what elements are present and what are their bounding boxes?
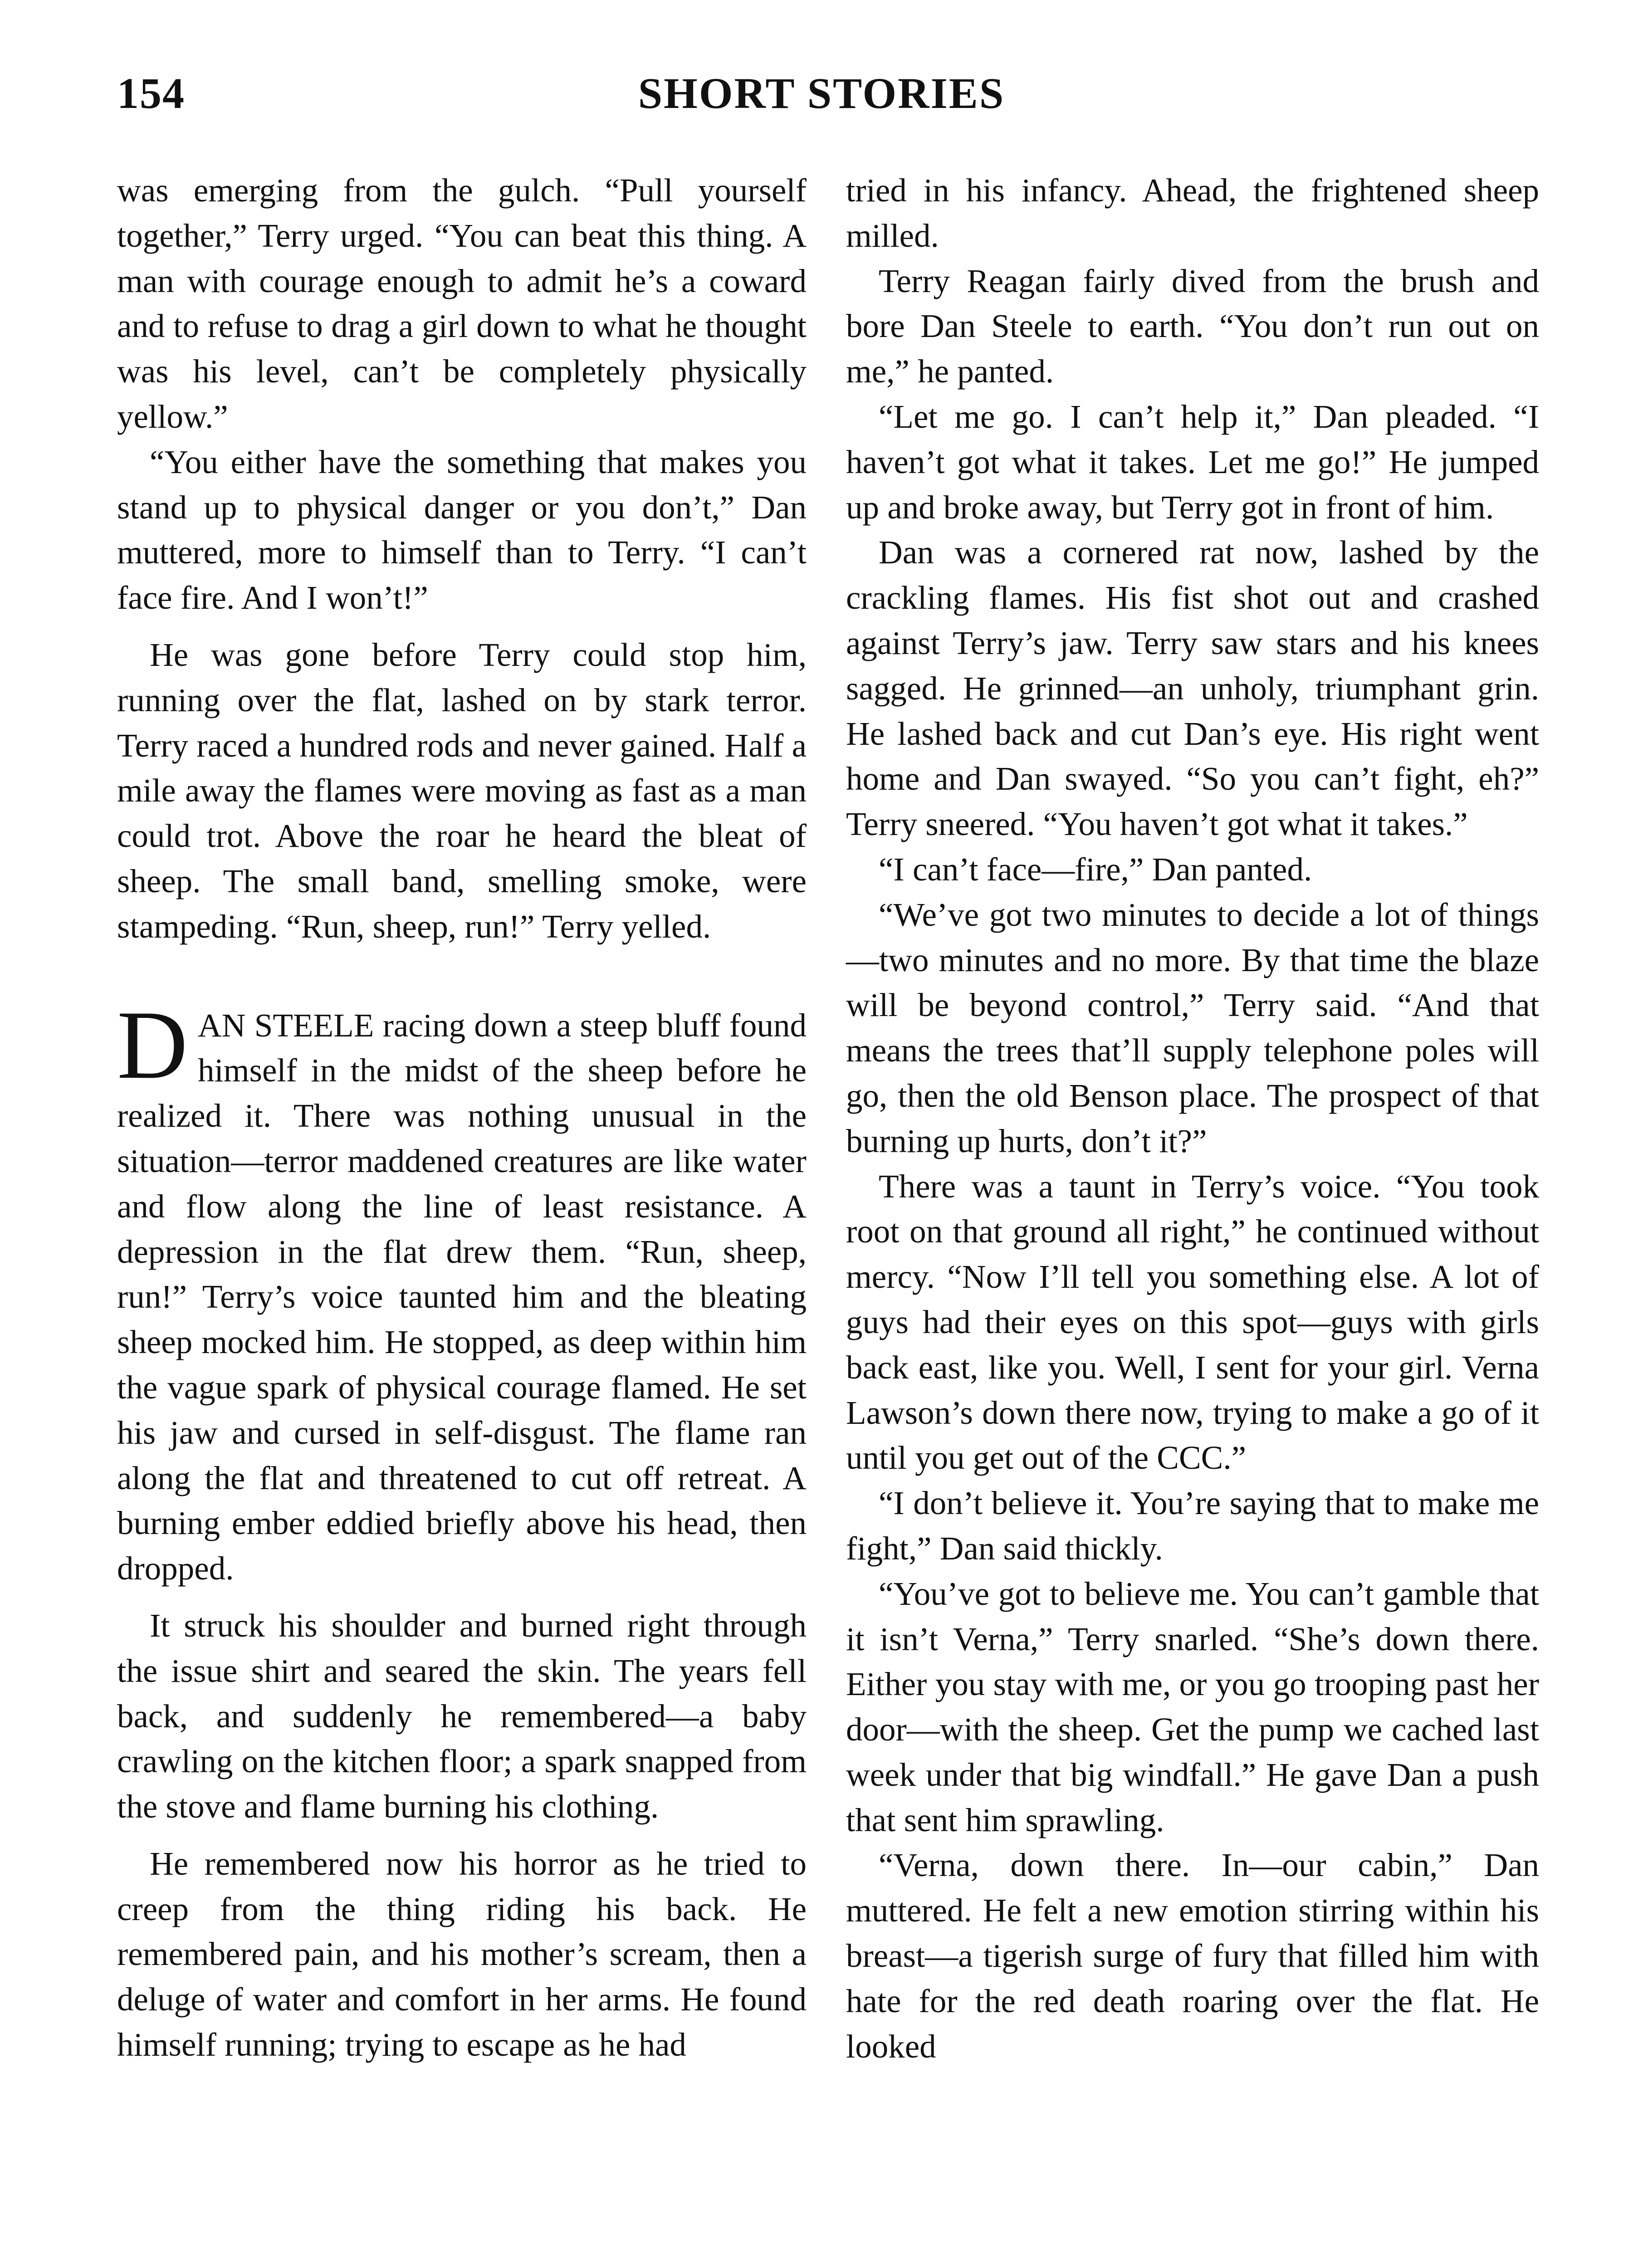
paragraph: Terry Reagan fairly dived from the brush and bore Dan Steele to earth. “You don’t run out on me,” he panted. (846, 262, 1539, 390)
running-head: SHORT STORIES (638, 69, 1005, 117)
paragraph: “I don’t believe it. You’re saying that to make me fight,” Dan said thickly. (846, 1485, 1539, 1567)
paragraph: “Let me go. I can’t help it,” Dan pleaded. “I haven’t got what it takes. Let me go!” He jumped up and broke away, but Terry got in front of him. (846, 398, 1539, 526)
left-column (117, 168, 807, 2068)
paragraph: Dan was a cornered rat now, lashed by the crackling flames. His fist shot out and crashed against Terry’s jaw. Terry saw stars and his knees sagged. He grinned—an unholy, triumphant grin. He lashed back and cut Dan’s eye. His right went home and Dan swayed. “So you can’t fight, eh?” Terry sneered. “You haven’t got what it takes.” (846, 534, 1539, 843)
section-opening-paragraph (117, 990, 807, 1591)
paragraph: “I can’t face—fire,” Dan panted. (879, 850, 1312, 888)
paragraph: He was gone before Terry could stop him, running over the flat, lashed on by stark terror. Terry raced a hundred rods and never gained. Half a mile away the flames were moving as fast as a man could trot. Above the roar he heard the bleat of sheep. The small band, smelling smoke, were stampeding. “Run, sheep, run!” Terry yelled. (117, 636, 807, 945)
section-text: AN STEELE racing down a steep bluff found himself in the midst of the sheep before he realized it. There was nothing unusual in the situation—terror maddened creatures are like water and flow along the line of least resistance. A depression in the flat drew them. “Run, sheep, run!” Terry’s voice taunted him and the bleating sheep mocked him. He stopped, as deep within him the vague spark of physical courage flamed. He set his jaw and cursed in self-disgust. The flame ran along the flat and threatened to cut off retreat. A burning ember eddied briefly above his head, then dropped. (117, 1007, 807, 1587)
paragraph: It struck his shoulder and burned right through the issue shirt and seared the skin. The years fell back, and suddenly he remembered—a baby crawling on the kitchen floor; a spark snapped from the stove and flame burning his clothing. (117, 1607, 807, 1825)
paragraph: “You’ve got to believe me. You can’t gamble that it isn’t Verna,” Terry snarled. “She’s down there. Either you stay with me, or you go trooping past her door—with the sheep. Get the pump we cached last week under that big windfall.” He gave Dan a push that sent him sprawling. (846, 1575, 1539, 1838)
paragraph: “Verna, down there. In—our cabin,” Dan muttered. He felt a new emotion stirring within his breast—a tigerish surge of fury that filled him with hate for the red death roaring over the flat. He looked (846, 1847, 1539, 2065)
paragraph: “You either have the something that makes you stand up to physical danger or you don’t,” Dan muttered, more to himself than to Terry. “I can’t face fire. And I won’t!” (117, 443, 807, 616)
paragraph: tried in his infancy. Ahead, the frightened sheep milled. (846, 172, 1539, 254)
paragraph: was emerging from the gulch. “Pull yourself together,” Terry urged. “You can beat this thing. A man with courage enough to admit he’s a coward and to refuse to drag a girl down to what he thought was his level, can’t be completely physically yellow.” (117, 172, 807, 435)
paragraph: “We’ve got two minutes to decide a lot of things—two minutes and no more. By that time the blaze will be beyond control,” Terry said. “And that means the trees that’ll supply telephone poles will go, then the old Benson place. The prospect of that burning up hurts, don’t it?” (846, 896, 1539, 1159)
paragraph: There was a taunt in Terry’s voice. “You took root on that ground all right,” he continued without mercy. “Now I’ll tell you something else. A lot of guys had their eyes on this spot—guys with girls back east, like you. Well, I sent for your girl. Verna Lawson’s down there now, trying to make a go of it until you get out of the CCC.” (846, 1168, 1539, 1476)
right-column (846, 168, 1539, 2069)
paragraph: He remembered now his horror as he tried to creep from the thing riding his back. He remembered pain, and his mother’s scream, then a deluge of water and comfort in her arms. He found himself running; trying to escape as he had (117, 1845, 807, 2063)
page-number: 154 (117, 69, 185, 117)
drop-cap: D (117, 990, 188, 1099)
